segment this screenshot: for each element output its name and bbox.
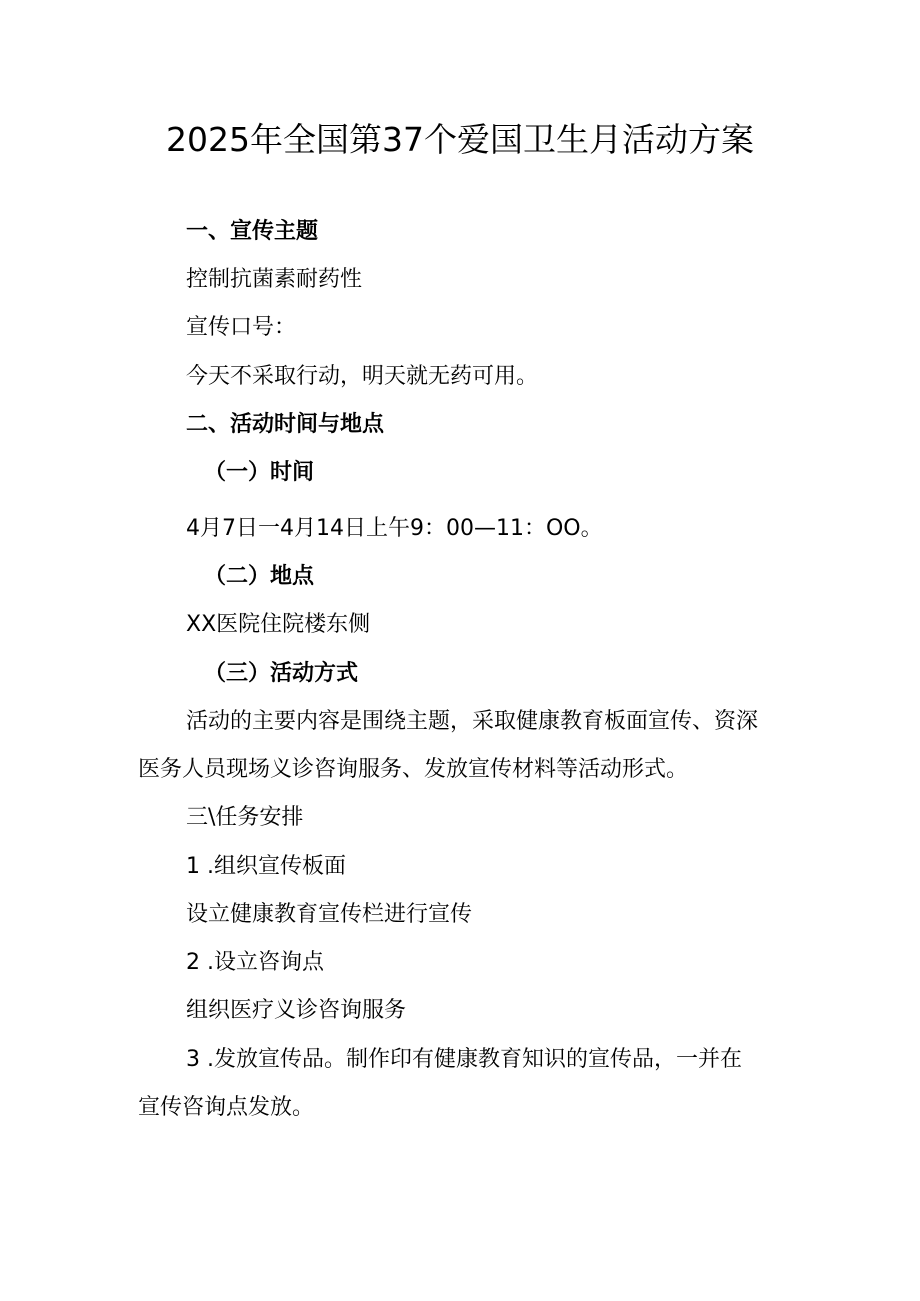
task-1-title: 1 .组织宣传板面	[186, 854, 346, 879]
theme-text: 控制抗菌素耐药性	[186, 267, 363, 292]
section-3-heading: 三\任务安排	[186, 805, 304, 830]
section-2-heading: 二、活动时间与地点	[186, 412, 385, 437]
method-heading: （三）活动方式	[204, 661, 359, 686]
time-value: 4月7日一4月14日上午9：00—11：OO。	[186, 516, 603, 541]
slogan-text: 今天不采取行动，明天就无药可用。	[186, 364, 539, 389]
document-title: 2025年全国第37个爱国卫生月活动方案	[166, 120, 754, 159]
task-2-title: 2 .设立咨询点	[186, 950, 324, 975]
method-paragraph-line-2: 医务人员现场义诊咨询服务、发放宣传材料等活动形式。	[138, 757, 689, 782]
task-2-description: 组织医疗义诊咨询服务	[186, 998, 407, 1023]
task-1-description: 设立健康教育宣传栏进行宣传	[186, 902, 473, 927]
task-3-line-1: 3 .发放宣传品。制作印有健康教育知识的宣传品，一并在	[186, 1047, 742, 1072]
task-3-line-2: 宣传咨询点发放。	[138, 1095, 315, 1120]
time-heading: （一）时间	[204, 460, 315, 485]
place-heading: （二）地点	[204, 564, 315, 589]
place-value: XX医院住院楼东侧	[186, 612, 371, 637]
method-paragraph-line-1: 活动的主要内容是围绕主题，采取健康教育板面宣传、资深	[186, 709, 759, 734]
slogan-label: 宣传口号：	[186, 315, 297, 340]
section-1-heading: 一、宣传主题	[186, 219, 319, 244]
